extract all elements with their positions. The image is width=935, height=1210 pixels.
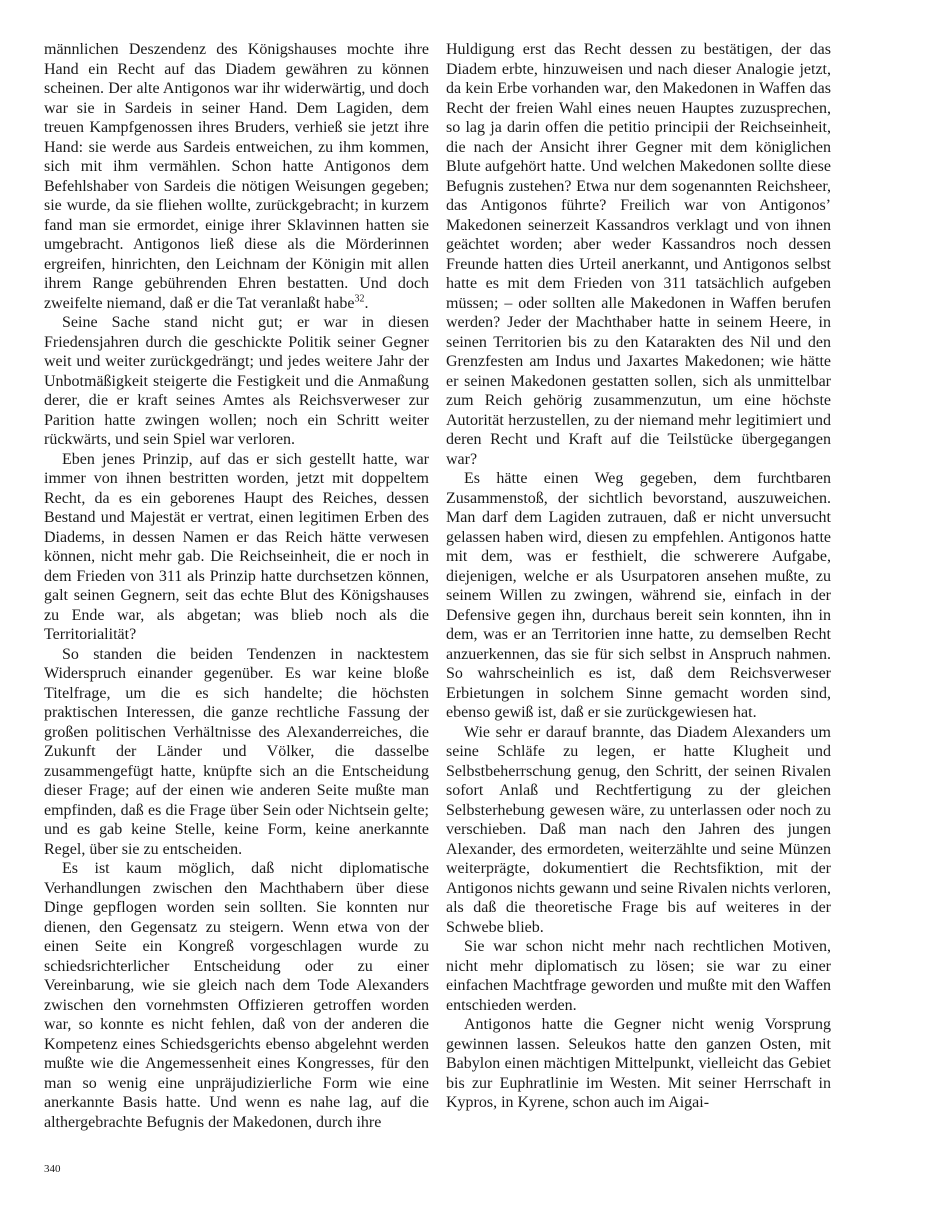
left-column (44, 40, 429, 1132)
right-column (446, 40, 831, 1113)
paragraph-end: . (364, 294, 369, 312)
paragraph: Antigonos hatte die Gegner nicht wenig Vorsprung gewinnen lassen. Seleukos hatte den ganzen Osten, mit Babylon einen mächtigen Mittelpunkt, vielleicht das Gebiet bis zur Euphratlinie im Westen. Mit seiner Herrschaft in Kypros, in Kyrene, schon auch im Aigai- (446, 1016, 831, 1111)
page-number: 340 (44, 1163, 61, 1175)
paragraph: Wie sehr er darauf brannte, das Diadem Alexanders um seine Schläfe zu legen, er hatte Klugheit und Selbstbeherrschung genug, den Schritt, der seinen Rivalen sofort Anlaß und Rechtfertigung zu der gleichen Selbsterhebung gewesen wäre, zu unterlassen oder noch zu verschieben. Daß man nach den Jahren des jungen Alexander, des ermordeten, weiterzählte und seine Münzen weiterprägte, dokumentiert die Rechtsfiktion, mit der Antigonos nichts gewann und seine Rivalen nichts verloren, als daß die theoretische Frage bis auf weiteres in der Schwebe blieb. (446, 723, 831, 936)
footnote-marker: 32 (354, 293, 365, 305)
paragraph: So standen die beiden Tendenzen in nacktestem Widerspruch einander gegenüber. Es war keine bloße Titelfrage, um die es sich handelte; die höchsten praktischen Interessen, die ganze rechtliche Fassung der großen politischen Verhältnisse des Alexanderreiches, die Zukunft der Länder und Völker, die dasselbe zusammengefügt hatte, knüpfte sich an die Entscheidung dieser Frage; auf der einen wie anderen Seite mußte man empfinden, daß es die Frage über Sein oder Nichtsein gelte; und es gab keine Stelle, keine Form, keine anerkannte Regel, über sie zu entscheiden. (44, 645, 429, 858)
paragraph: Es hätte einen Weg gegeben, dem furchtbaren Zusammenstoß, der sichtlich bevorstand, auszuweichen. Man darf dem Lagiden zutrauen, daß er nicht unversucht gelassen haben wird, diesen zu empfehlen. Antigonos hatte mit dem, was er festhielt, die schwerere Aufgabe, diejenigen, welche er als Usurpatoren ansehen mußte, zu seinem Willen zu zwingen, während sie, einfach in der Defensive gegen ihn, durchaus bereit sein konnten, ihn in dem, was er an Territorien inne hatte, zu demselben Recht anzuerkennen, das sie für sich selbst in Anspruch nahmen. So wahrscheinlich es ist, daß dem Reichsverweser Erbietungen in solchem Sinne gemacht worden sind, ebenso gewiß ist, daß er sie zurückgewiesen hat. (446, 470, 831, 721)
paragraph: Es ist kaum möglich, daß nicht diplomatische Verhandlungen zwischen den Machthabern über diese Dinge gepflogen worden sein sollten. Sie konnten nur dienen, den Gegensatz zu steigern. Wenn etwa von der einen Seite ein Kongreß vorgeschlagen wurde zu schiedsrichterlicher Entscheidung oder zu einer Vereinbarung, wie sie gleich nach dem Tode Alexanders zwischen den vornehmsten Offizieren getroffen worden war, so konnte es nicht fehlen, daß von der anderen die Kompetenz eines Schiedsgerichts ebenso abgelehnt werden mußte wie die Angemessenheit eines Kongresses, für den man so wenig eine unpräjudizierliche Form wie eine anerkannte Basis hatte. Und wenn es nahe lag, auf die althergebrachte Befugnis der Makedonen, durch ihre (44, 860, 429, 1131)
paragraph (44, 40, 429, 313)
paragraph-text: männlichen Deszendenz des Königshauses mochte ihre Hand ein Recht auf das Diadem gewähren zu können scheinen. Der alte Antigonos war ihr widerwärtig, und doch war sie in Sardeis in seiner Hand. Dem Lagiden, dem treuen Kampfgenossen ihres Bruders, verhieß sie jetzt ihre Hand: sie werde aus Sardeis entweichen, zu ihm kommen, sich mit ihm vermählen. Schon hatte Antigonos dem Befehlshaber von Sardeis die nötigen Weisungen gegeben; sie wurde, da sie fliehen wollte, zurückgebracht; in kurzem fand man sie ermordet, einige ihrer Sklavinnen hatten sie umgebracht. Antigonos ließ diese als die Mörderinnen ergreifen, hinrichten, den Leichnam der Königin mit allen ihrem Range gebührenden Ehren bestatten. Und doch zweifelte niemand, daß er die Tat veranlaßt habe (44, 41, 429, 312)
paragraph: Sie war schon nicht mehr nach rechtlichen Motiven, nicht mehr diplomatisch zu lösen; sie war zu einer einfachen Machtfrage geworden und mußte mit den Waffen entschieden werden. (446, 938, 831, 1014)
paragraph: Eben jenes Prinzip, auf das er sich gestellt hatte, war immer von ihnen bestritten worden, jetzt mit doppeltem Recht, da es ein geborenes Haupt des Reiches, dessen Bestand und Majestät er vertrat, einen legitimen Erben des Diadems, in dessen Namen er das Reich hätte verwesen können, nicht mehr gab. Die Reichseinheit, die er noch in dem Frieden von 311 als Prinzip hatte durchsetzen können, galt seinen Gegnern, seit das echte Blut des Königshauses zu Ende war, als abgetan; was blieb noch als die Territorialität? (44, 450, 429, 643)
paragraph: Huldigung erst das Recht dessen zu bestätigen, der das Diadem erbte, hinzuweisen und nach dieser Analogie jetzt, da kein Erbe vorhanden war, den Makedonen in Waffen das Recht der freien Wahl eines neuen Hauptes zuzusprechen, so lag ja darin offen die petitio principii der Reichseinheit, die nach der Ansicht ihrer Gegner mit dem königlichen Blute aufgehört hatte. Und welchen Makedonen sollte diese Befugnis zustehen? Etwa nur dem sogenannten Reichsheer, das Antigonos führte? Freilich war von Antigonos’ Makedonen seinerzeit Kassandros verklagt und von ihnen geächtet worden; aber weder Kassandros noch dessen Freunde hatten dies Urteil anerkannt, und Antigonos selbst hatte es mit dem Frieden von 311 tatsächlich aufgeben müssen; – oder sollten alle Makedonen in Waffen berufen werden? Jeder der Machthaber hatte in seinem Heere, in seinen Territorien bis zu den Katarakten des Nil und den Grenzfesten am Indus und Jaxartes Makedonen; wie hätte er seinen Makedonen gestatten sollen, sich als unmittelbar zum Reich gehörig zusammenzutun, um eine höchste Autorität herzustellen, zu der niemand mehr legitimiert und deren Recht und Kraft auf die Teilstücke übergegangen war? (446, 41, 831, 468)
paragraph: Seine Sache stand nicht gut; er war in diesen Friedensjahren durch die geschickte Politik seiner Gegner weit und weiter zurückgedrängt; und jedes weitere Jahr der Unbotmäßigkeit steigerte die Festigkeit und die Anmaßung derer, die er kraft seines Amtes als Reichsverweser zur Parition hatte zwingen wollen; noch ein Schritt weiter rückwärts, und sein Spiel war verloren. (44, 314, 429, 448)
